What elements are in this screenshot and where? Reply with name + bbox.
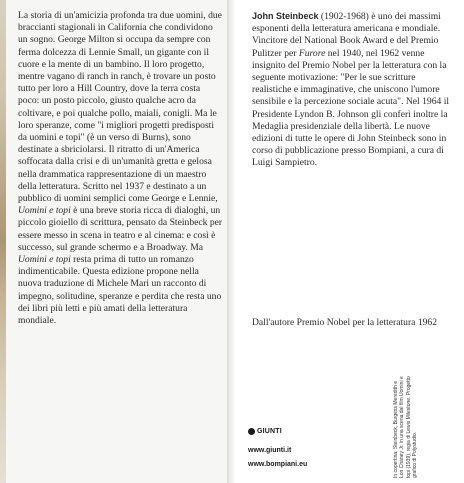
giunti-logo xyxy=(248,428,282,435)
bio-book-title: Furore xyxy=(298,47,326,59)
flap-fold xyxy=(227,0,235,483)
synopsis-book-title: Uomini e topi xyxy=(18,205,71,217)
front-flap xyxy=(0,0,227,483)
synopsis-part-1: La storia di un'amicizia profonda tra due uomini, due braccianti stagionali in California che condividono un sogno. George Milton si occupa da sempre con ferma dolcezza di Lennie Small, un gigante con il cuore e la mente di un bambino. Il loro progetto, mentre vagano di ranch in ranch, è trovare un posto tutto per loro a Hill Country, dove la terra costa poco: un posto piccolo, giusto qualche acro da coltivare, e poi qualche pollo, maiali, conigli. Ma le loro speranze, come "i migliori progetti predisposti da uomini e topi" (è un verso di Burns), sono destinate a sbriciolarsi. Il ritratto di un'America soffocata dalla crisi e di un'umanità gretta e gelosa nella drammatica rappresentazione di un maestro della letteratura. Scritto nel 1937 e destinato a un pubblico di uomini semplici come George e Lennie, xyxy=(18,10,222,205)
synopsis-book-title: Uomini e topi xyxy=(18,254,71,266)
bio-part-1: (1902-1968) è uno dei massimi esponenti della letteratura americana e mondiale. Vincitore del National Book Award e del Premio Pulitzer per xyxy=(252,11,441,59)
giunti-mark-icon xyxy=(248,428,255,435)
synopsis-text xyxy=(18,10,223,327)
cover-credit: In copertina: Steinbeck, Burgess Meredith e Lon Chaney Jr. in una scena dal film Uomini e topi (1939), regia di Lewis Milestone. Progetto grafico di Polystudio. xyxy=(393,376,419,478)
giunti-logo-text: GIUNTI xyxy=(257,428,282,435)
back-flap xyxy=(235,0,464,483)
bio-part-2: nel 1940, nel 1962 venne insignito del Premio Nobel per la letteratura con la seguente motivazione: "Per le sue scritture realistiche e immaginative, che uniscono l'umore sensibile e la percezione sociale acuta". Nel 1964 il Presidente Lyndon B. Johnson gli conferì inoltre la Medaglia presidenziale della libertà. Le nuove edizioni di tutte le opere di John Steinbeck sono in corso di pubblicazione presso Bompiani, a cura di Luigi Sampietro. xyxy=(252,47,450,169)
giunti-url: www.giunti.it xyxy=(248,447,292,454)
nobel-note: Dall'autore Premio Nobel per la letteratura 1962 xyxy=(252,317,438,328)
author-name: John Steinbeck xyxy=(252,11,319,21)
synopsis-part-2: è una breve storia ricca di dialoghi, un piccolo gioiello di scrittura, pensato da Steinbeck per essere messo in scena in teatro e al cinema: e così è successo, sul grande schermo e a Broadway. Ma xyxy=(18,205,223,253)
bompiani-url: www.bompiani.eu xyxy=(248,461,308,468)
synopsis-part-3: resta prima di tutto un romanzo indimenticabile. Questa edizione propone nella nuova traduzione di Michele Mari un racconto di impegno, solitudine, speranze e perdita che resta uno dei libri più letti e più amati della letteratura mondiale. xyxy=(18,254,222,327)
author-biography xyxy=(252,10,452,170)
cover-photo-edge xyxy=(0,0,6,483)
